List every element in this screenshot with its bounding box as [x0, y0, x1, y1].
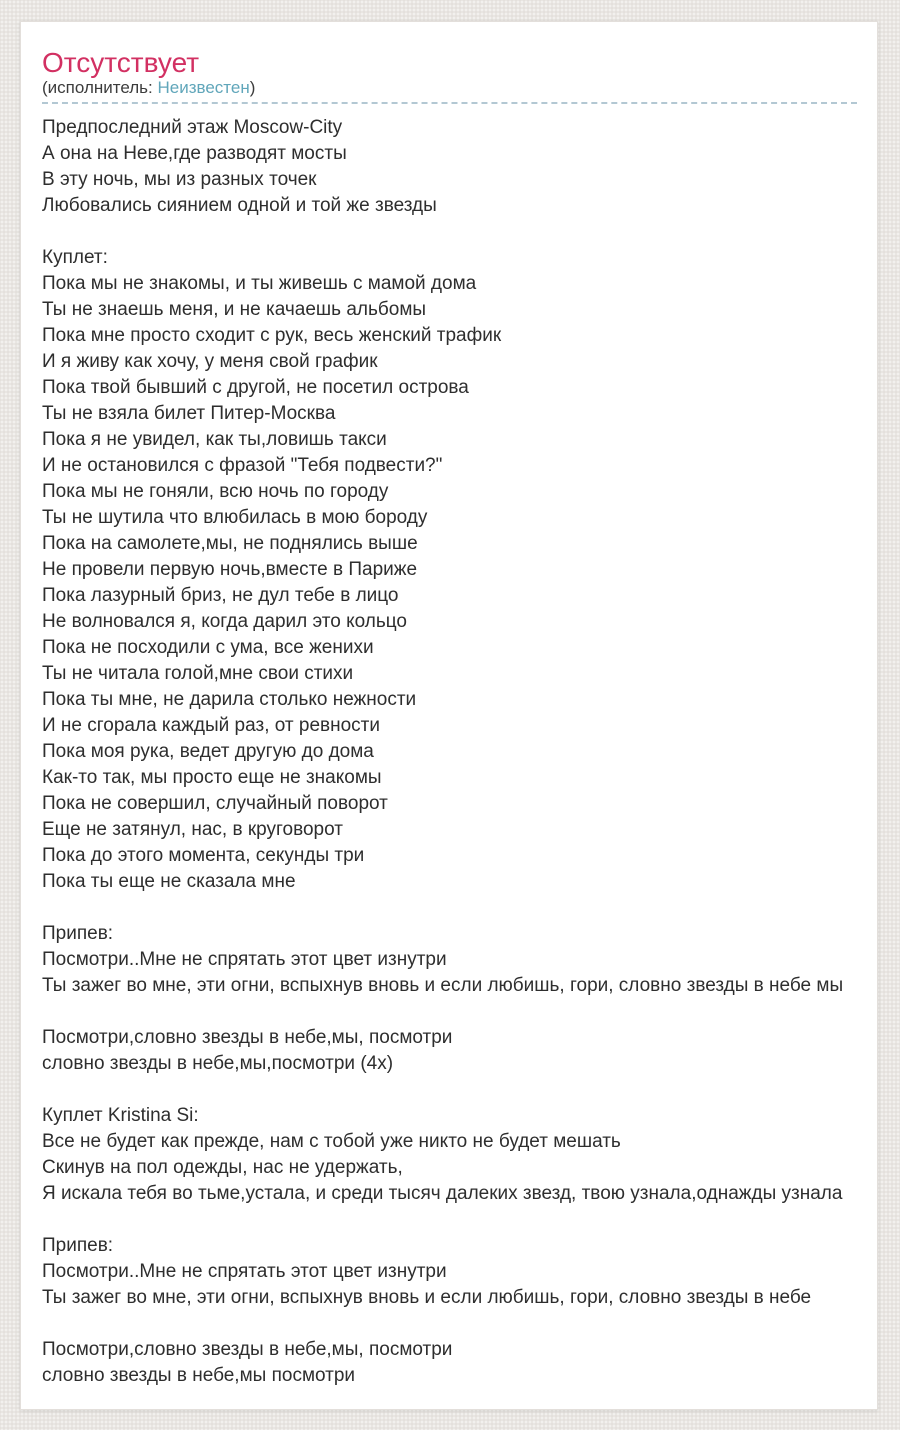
lyric-line [42, 219, 857, 245]
lyric-line: Пока мы не гоняли, всю ночь по городу [42, 481, 389, 502]
lyric-line: Посмотри..Мне не спрятать этот цвет изнутри [42, 1261, 447, 1282]
lyric-line: Ты не взяла билет Питер-Москва [42, 403, 336, 424]
lyric-line: И не сгорала каждый раз, от ревности [42, 715, 380, 736]
lyric-line: Все не будет как прежде, нам с тобой уже никто не будет мешать [42, 1131, 621, 1152]
lyric-line: Пока лазурный бриз, не дул тебе в лицо [42, 585, 399, 606]
lyric-line: И я живу как хочу, у меня свой график [42, 351, 378, 372]
lyric-line: А она на Неве,где разводят мосты [42, 143, 347, 164]
lyric-line: Пока на самолете,мы, не поднялись выше [42, 533, 418, 554]
lyric-line: Ты не читала голой,мне свои стихи [42, 663, 354, 684]
lyric-line [42, 1311, 857, 1337]
lyric-line: Пока ты мне, не дарила столько нежности [42, 689, 417, 710]
lyric-line: словно звезды в небе,мы,посмотри (4х) [42, 1053, 394, 1074]
page-title: Отсутствует [42, 47, 200, 78]
lyric-line: Посмотри,словно звезды в небе,мы, посмотри [42, 1339, 453, 1360]
lyric-line: Пока мне просто сходит с рук, весь женский трафик [42, 325, 502, 346]
lyric-line: словно звезды в небе,мы посмотри [42, 1365, 356, 1386]
lyric-line [42, 1077, 857, 1103]
lyric-line: Припев: [42, 923, 114, 944]
lyric-line: Предпоследний этаж Moscow-City [42, 117, 343, 138]
lyric-line: Любовались сиянием одной и той же звезды [42, 195, 437, 216]
lyric-line: Не провели первую ночь,вместе в Париже [42, 559, 418, 580]
lyric-line: Пока ты еще не сказала мне [42, 871, 296, 892]
lyric-line: Еще не затянул, нас, в круговорот [42, 819, 343, 840]
lyric-line: Скинув на пол одежды, нас не удержать, [42, 1157, 403, 1178]
lyric-line [42, 1207, 857, 1233]
lyric-line: И не остановился с фразой "Тебя подвести?" [42, 455, 443, 476]
lyric-line: Посмотри..Мне не спрятать этот цвет изнутри [42, 949, 447, 970]
artist-label-suffix: ) [249, 78, 256, 97]
lyric-line: Я искала тебя во тьме,устала, и среди тысяч далеких звезд, твою узнала,однажды узнала [42, 1183, 843, 1204]
lyric-line: Как-то так, мы просто еще не знакомы [42, 767, 382, 788]
lyric-line: Пока до этого момента, секунды три [42, 845, 365, 866]
lyric-line: Ты не шутила что влюбилась в мою бороду [42, 507, 428, 528]
lyric-line [42, 895, 857, 921]
lyric-line: Пока не совершил, случайный поворот [42, 793, 388, 814]
lyric-line: Не волновался я, когда дарил это кольцо [42, 611, 407, 632]
lyric-line: Ты не знаешь меня, и не качаешь альбомы [42, 299, 427, 320]
lyric-line: Ты зажег во мне, эти огни, вспыхнув вновь и если любишь, гори, словно звезды в небе [42, 1287, 812, 1308]
lyric-line: Пока не посходили с ума, все женихи [42, 637, 374, 658]
lyric-line: Пока я не увидел, как ты,ловишь такси [42, 429, 387, 450]
lyric-line [42, 999, 857, 1025]
lyric-line: Посмотри,словно звезды в небе,мы, посмотри [42, 1027, 453, 1048]
lyric-line: Припев: [42, 1235, 114, 1256]
artist-link[interactable]: Неизвестен [157, 78, 250, 97]
artist-line [42, 79, 857, 104]
lyric-line: Пока твой бывший с другой, не посетил острова [42, 377, 469, 398]
lyric-line: Пока моя рука, ведет другую до дома [42, 741, 374, 762]
lyric-line: Ты зажег во мне, эти огни, вспыхнув вновь и если любишь, гори, словно звезды в небе мы [42, 975, 844, 996]
lyrics-text [42, 115, 857, 1389]
lyrics-card [20, 21, 878, 1410]
lyric-line: Куплет: [42, 247, 108, 268]
lyric-line: В эту ночь, мы из разных точек [42, 169, 317, 190]
lyric-line: Куплет Kristina Si: [42, 1105, 199, 1126]
artist-label-prefix: (исполнитель: [42, 78, 158, 97]
lyric-line: Пока мы не знакомы, и ты живешь с мамой дома [42, 273, 477, 294]
